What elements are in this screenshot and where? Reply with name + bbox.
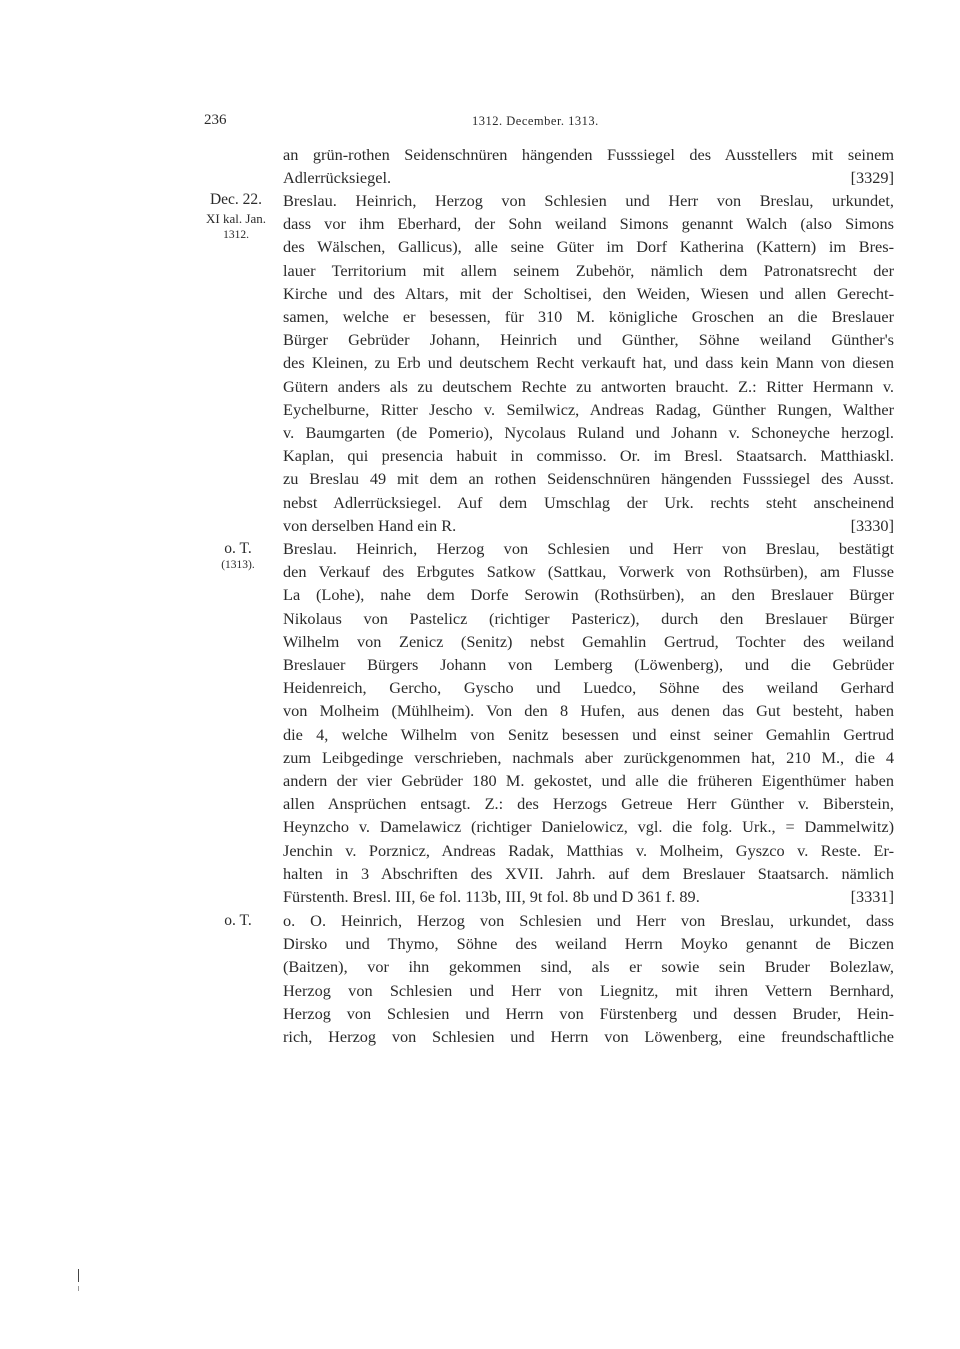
entry-number: [3330] <box>850 515 894 535</box>
text-line: Jenchin v. Porznicz, Andreas Radak, Matthias v. Molheim, Gyszco v. Reste. Er- <box>283 840 894 860</box>
text-line: Heidenreich, Gercho, Gyscho und Luedco, Söhne des weiland Gerhard <box>283 678 894 698</box>
text-line: andern der vier Gebrüder 180 M. gekostet, und alle die früheren Eigenthümer haben <box>283 771 894 791</box>
text-line: Fürstenth. Bresl. III, 6e fol. 113b, III, 9t fol. 8b und D 361 f. 89. [3331] <box>283 885 894 908</box>
scan-edge-mark <box>78 1286 79 1291</box>
text-line: o. O. Heinrich, Herzog von Schlesien und Herr von Breslau, urkundet, dass <box>283 911 894 930</box>
text-line: allen Ansprüchen entsagt. Z.: des Herzogs Getreue Herr Günther v. Biberstein, <box>283 794 894 814</box>
entry-number: [3331] <box>850 887 894 907</box>
text-line: Adlerrücksiegel. [3329] <box>283 166 894 189</box>
text-line: Breslau. Heinrich, Herzog von Schlesien und Herr von Breslau, urkundet, <box>283 191 894 210</box>
date-margin-note <box>212 909 264 933</box>
entry-3330 <box>283 189 894 537</box>
page-header <box>204 112 894 132</box>
entry-number: [3329] <box>850 168 894 188</box>
text-line: dass vor ihm Eberhard, der Sohn weiland Simons genannt Walch (also Simons <box>283 214 894 234</box>
text-line: den Verkauf des Erbgutes Satkow (Sattkau, Vorwerk von Rothsürben), am Flusse <box>283 562 894 582</box>
margin-date: o. T. <box>224 912 252 929</box>
text-line: des Kleinen, zu Erb und deutschem Recht verkauft hat, und dass kein Mann von diesen <box>283 353 894 373</box>
text-line: Kirche und des Altars, mit der Scholtisei, den Weiden, Wiesen und allen Gerecht- <box>283 283 894 303</box>
text-line: Kaplan, qui presencia habuit in commisso. Or. im Bresl. Staatsarch. Matthiaskl. <box>283 446 894 466</box>
text-line: Herzog von Schlesien und Herr von Liegnitz, mit ihren Vettern Bernhard, <box>283 980 894 1000</box>
text-line: Eychelburne, Ritter Jescho v. Semilwicz, Andreas Radag, Günther Rungen, Walther <box>283 399 894 419</box>
entry-3329 <box>283 143 894 189</box>
entry-next <box>283 909 894 1048</box>
text-line: Gütern anders als zu deutschem Rechte zu antworten braucht. Z.: Ritter Hermann v. <box>283 376 894 396</box>
text-line: die 4, welche Wilhelm von Senitz besessen und einst seiner Gemahlin Gertrud <box>283 724 894 744</box>
text-line: (Baitzen), vor ihn gekommen sind, als er sowie sein Bruder Bolezlaw, <box>283 957 894 977</box>
text-line: halten in 3 Abschriften des XVII. Jahrh. auf dem Breslauer Staatsarch. nämlich <box>283 863 894 883</box>
text-line: Nikolaus von Pastelicz (richtiger Pastericz), durch den Breslauer Bürger <box>283 608 894 628</box>
text-line: Breslau. Heinrich, Herzog von Schlesien und Herr von Breslau, bestätigt <box>283 539 894 558</box>
text-line: zum Leibgedinge verschrieben, nachmals aber zurückgenommen hat, 210 M., die 4 <box>283 747 894 767</box>
text-line: Breslauer Bürgers Johann von Lemberg (Löwenberg), und die Gebrüder <box>283 655 894 675</box>
text-line: nebst Adlerrücksiegel. Auf dem Umschlag der Urk. rechts steht anscheinend <box>283 492 894 512</box>
text-line: Herzog von Schlesien und Herrn von Fürstenberg und dessen Bruder, Hein- <box>283 1003 894 1023</box>
text-line: zu Breslau 49 mit dem an rothen Seidenschnüren hängenden Fusssiegel des Ausst. <box>283 469 894 489</box>
page-number: 236 <box>204 112 227 128</box>
text-line: v. Baumgarten (de Pomerio), Nycolaus Ruland und Johann v. Schoneyche herzogl. <box>283 423 894 443</box>
text-line: samen, welche er besessen, für 310 M. königliche Groschen an die Breslauer <box>283 307 894 327</box>
text-line: rich, Herzog von Schlesien und Herrn von Löwenberg, eine freundschaftliche <box>283 1027 894 1047</box>
text-line: Wilhelm von Zenicz (Senitz) nebst Gemahlin Gertrud, Tochter des weiland <box>283 631 894 651</box>
text-line: Dirsko und Thymo, Söhne des weiland Herrn Moyko genannt de Biczen <box>283 934 894 954</box>
text-line: lauer Territorium mit allem seinem Zubehör, nämlich dem Patronatsrecht der <box>283 260 894 280</box>
text-line: des Wälschen, Gallicus), alle seine Güter im Dorf Katherina (Kattern) im Bres- <box>283 237 894 257</box>
margin-date: o. T. <box>224 540 252 557</box>
text-line: an grün-rothen Seidenschnüren hängenden Fusssiegel des Ausstellers mit seinem <box>283 145 894 164</box>
entry-3331 <box>283 537 894 908</box>
text-line: Bürger Gebrüder Johann, Heinrich und Günther, Söhne weiland Günther's <box>283 330 894 350</box>
margin-date: Dec. 22. <box>209 191 263 208</box>
margin-year: (1313). <box>221 558 255 571</box>
text-line: von Molheim (Mühlheim). Von den 8 Hufen, aus denen das Gut besteht, haben <box>283 701 894 721</box>
margin-year: 1312. <box>223 228 249 241</box>
text-line: Heynzcho v. Damelawicz (richtiger Danielowicz, vgl. die folg. Urk., = Dammelwitz) <box>283 817 894 837</box>
text-line: von derselben Hand ein R. [3330] <box>283 514 894 537</box>
running-head: 1312. December. 1313. <box>472 114 599 128</box>
scan-edge-mark <box>78 1269 79 1282</box>
text-line: La (Lohe), nahe dem Dorfe Serowin (Rothsürben), an den Breslauer Bürger <box>283 585 894 605</box>
date-margin-note <box>200 188 272 241</box>
date-margin-note <box>208 537 268 571</box>
margin-date-latin: XI kal. Jan. <box>206 210 266 226</box>
